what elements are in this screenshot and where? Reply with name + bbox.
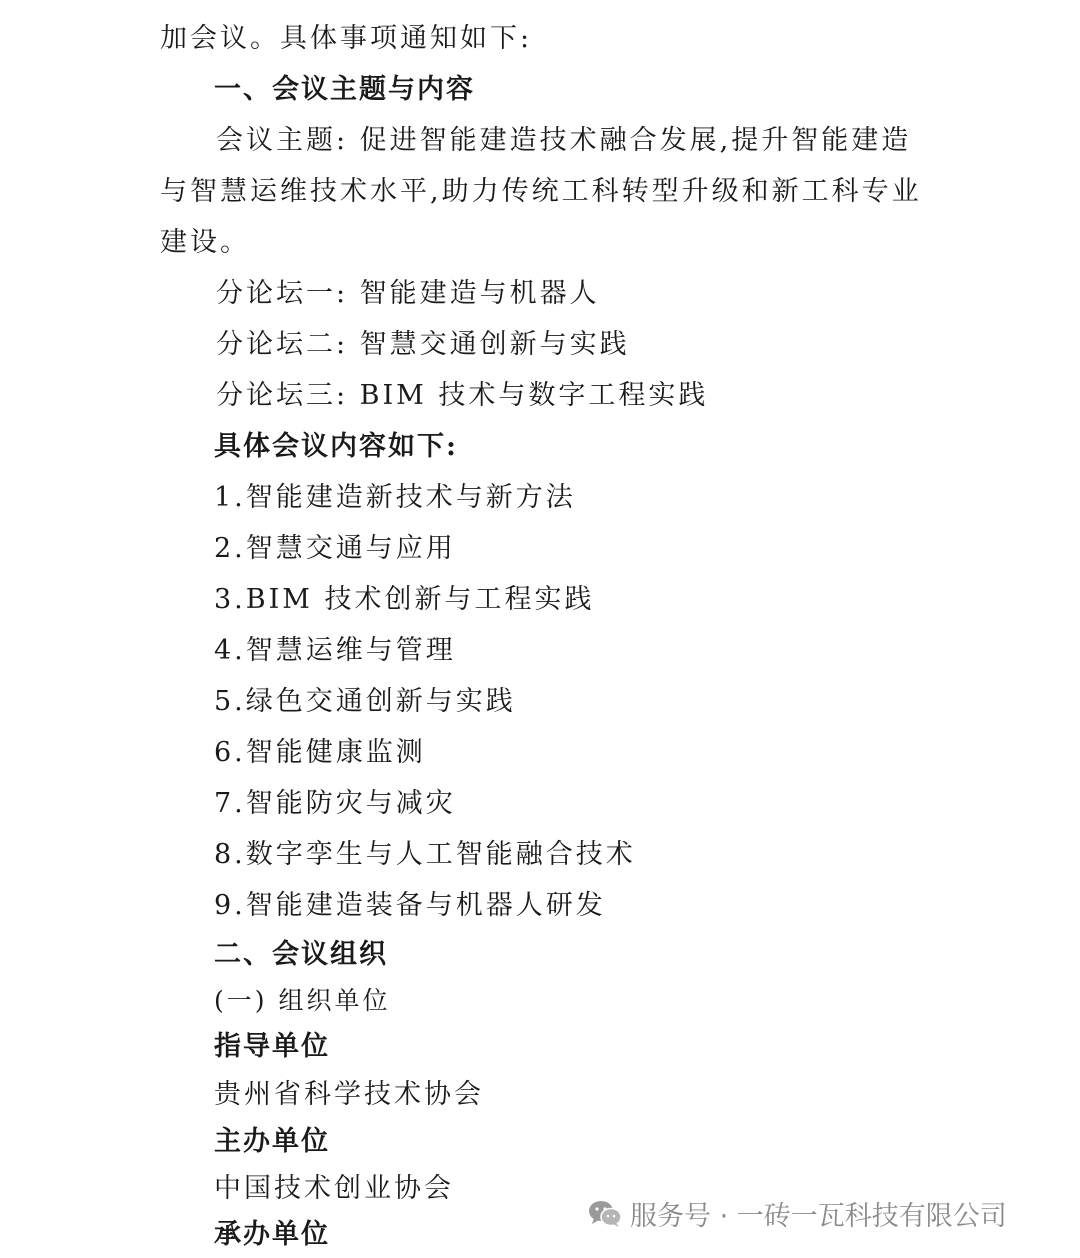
list-item: 4.智慧运维与管理: [214, 635, 456, 666]
heading-section-one: 一、会议主题与内容: [214, 74, 475, 105]
label-organizer-unit: 承办单位: [214, 1219, 330, 1250]
wechat-watermark: [588, 1194, 1007, 1233]
forum-one: 分论坛一: 智能建造与机器人: [216, 278, 600, 309]
forum-three: 分论坛三: BIM 技术与数字工程实践: [216, 380, 709, 411]
list-item: 8.数字孪生与人工智能融合技术: [214, 839, 636, 870]
list-item: 5.绿色交通创新与实践: [214, 686, 516, 717]
text-line-intro: 加会议。具体事项通知如下:: [160, 23, 533, 54]
label-host-unit: 主办单位: [214, 1126, 330, 1157]
list-item: 2.智慧交通与应用: [214, 533, 456, 564]
list-item: 6.智能健康监测: [214, 737, 426, 768]
list-item: 3.BIM 技术创新与工程实践: [214, 584, 595, 615]
heading-section-two: 二、会议组织: [214, 939, 388, 970]
list-item: 7.智能防灾与减灾: [214, 788, 456, 819]
text-line-theme: 会议主题: 促进智能建造技术融合发展,提升智能建造: [216, 125, 912, 156]
list-item: 1.智能建造新技术与新方法: [214, 482, 576, 513]
value-host-unit: 中国技术创业协会: [214, 1173, 454, 1204]
text-line-theme-cont: 与智慧运维技术水平,助力传统工科转型升级和新工科专业: [160, 176, 922, 207]
forum-two: 分论坛二: 智慧交通创新与实践: [216, 329, 630, 360]
value-guiding-unit: 贵州省科学技术协会: [214, 1079, 484, 1110]
heading-content: 具体会议内容如下:: [214, 431, 458, 462]
list-item: 9.智能建造装备与机器人研发: [214, 890, 606, 921]
label-guiding-unit: 指导单位: [214, 1031, 330, 1062]
text-line-theme-end: 建设。: [160, 227, 250, 258]
watermark-text: 服务号 · 一砖一瓦科技有限公司: [630, 1201, 1007, 1232]
wechat-icon: [588, 1200, 622, 1228]
subheading-org-units: (一) 组织单位: [214, 986, 391, 1015]
